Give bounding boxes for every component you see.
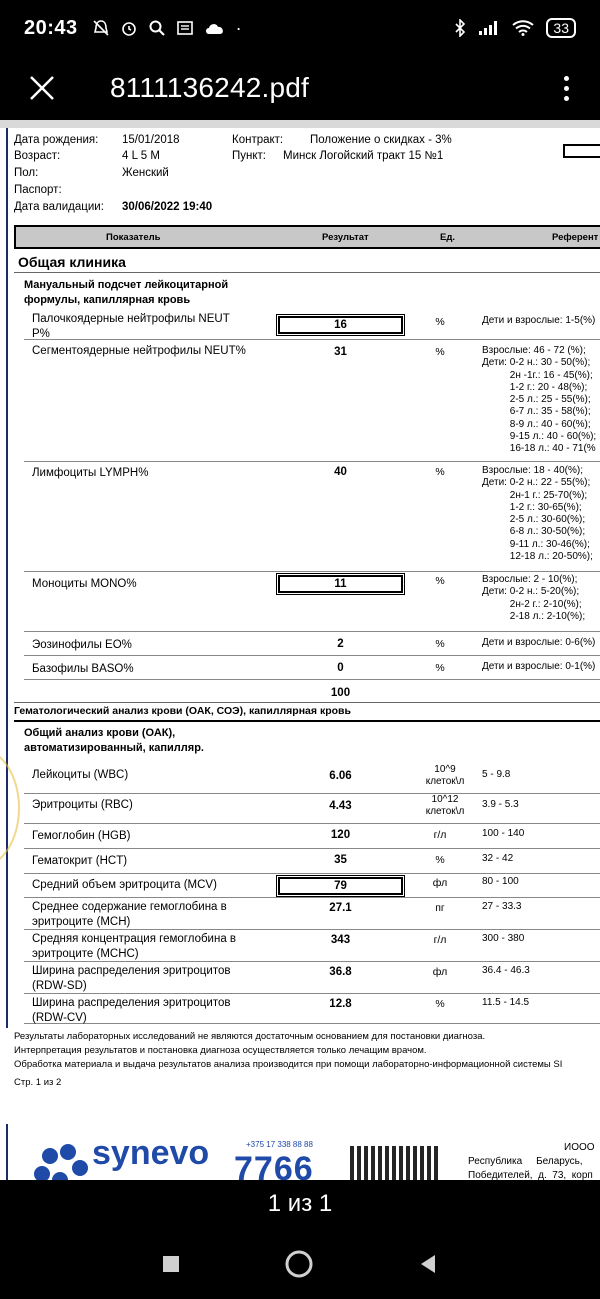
result-value: 27.1 bbox=[329, 902, 352, 914]
synevo-logo-icon bbox=[32, 1142, 90, 1180]
disclaimer-2: Интерпретация результатов и постановка диагноза осуществляется только лечащим врачом. bbox=[14, 1045, 427, 1056]
disclaimer-3: Обработка материала и выдача результатов анализа производится при помощи лабораторно-информационной системы SI bbox=[14, 1059, 563, 1070]
reference-range: Дети и взрослые: 0-1(%) bbox=[482, 661, 596, 672]
table-row bbox=[24, 824, 600, 849]
table-row bbox=[24, 874, 600, 898]
result-value: 40 bbox=[334, 466, 347, 478]
section2-title: Гематологический анализ крови (ОАК, СОЭ), капиллярная кровь bbox=[14, 705, 351, 717]
table-row bbox=[24, 764, 600, 794]
unit-value: % bbox=[435, 466, 445, 478]
reference-range: 27 - 33.3 bbox=[482, 901, 522, 912]
reference-range: 32 - 42 bbox=[482, 853, 514, 864]
indicator-name: Гематокрит (HCT) bbox=[32, 855, 128, 867]
alarm-icon bbox=[120, 19, 138, 37]
qr-code bbox=[350, 1146, 438, 1180]
page-border-line bbox=[6, 1124, 8, 1180]
table-row bbox=[24, 656, 600, 680]
result-value: 4.43 bbox=[329, 800, 352, 812]
search-icon bbox=[148, 19, 166, 37]
header-result: Результат bbox=[322, 232, 369, 243]
table-row bbox=[24, 994, 600, 1024]
unit-value: % bbox=[435, 575, 445, 587]
reference-range: 5 - 9.8 bbox=[482, 769, 511, 780]
status-time: 20:43 bbox=[24, 16, 78, 39]
disclaimer-1: Результаты лабораторных исследований не являются достаточным основанием для постановки диагноза. bbox=[14, 1031, 486, 1042]
total-value: 100 bbox=[330, 687, 351, 699]
reference-range: 3.9 - 5.3 bbox=[482, 799, 519, 810]
reference-range: 300 - 380 bbox=[482, 933, 525, 944]
total-row bbox=[24, 680, 600, 702]
divider bbox=[14, 720, 600, 722]
page-number: Стр. 1 из 2 bbox=[14, 1077, 62, 1088]
battery-indicator: 33 bbox=[546, 18, 576, 38]
wifi-icon bbox=[512, 20, 534, 36]
table-row bbox=[24, 632, 600, 656]
table-row bbox=[24, 310, 600, 340]
unit-value: фл bbox=[432, 966, 448, 978]
table-row bbox=[24, 572, 600, 632]
page-border-line bbox=[6, 128, 8, 1028]
result-value: 79 bbox=[278, 877, 403, 895]
unit-value: % bbox=[435, 316, 445, 328]
unit-value: г/л bbox=[433, 829, 447, 841]
group-title-2: Общий анализ крови (ОАК), автоматизированный, капилляр. bbox=[24, 727, 204, 754]
close-button[interactable] bbox=[10, 56, 74, 120]
unit-value: 10^12 клеток\л bbox=[425, 794, 465, 817]
table-row bbox=[24, 794, 600, 824]
system-icons bbox=[454, 18, 576, 38]
indicator-name: Палочкоядерные нейтрофилы NEUT P% bbox=[32, 313, 230, 340]
unit-value: % bbox=[435, 662, 445, 674]
phone-small: +375 17 338 88 88 bbox=[246, 1140, 313, 1149]
more-vert-icon bbox=[564, 76, 569, 81]
result-value: 31 bbox=[334, 346, 347, 358]
reference-range: Дети и взрослые: 0-6(%) bbox=[482, 637, 596, 648]
unit-value: % bbox=[435, 854, 445, 866]
reference-range: Взрослые: 18 - 40(%); Дети: 0-2 н.: 22 - 55(%); 2н-1 г.: 25-70(%); 1-2 г.: 30-65(%); 2-5 л.: 30-60(%); 6-8 л.: 30-50(%); 9-11 л.: 30-46(%); 12-18 л.: 20-50%); bbox=[482, 465, 593, 563]
table-row bbox=[24, 898, 600, 930]
header-indicator: Показатель bbox=[106, 232, 161, 243]
bluetooth-icon bbox=[454, 19, 466, 37]
indicator-name: Моноциты MONO% bbox=[32, 578, 137, 590]
indicator-name: Средняя концентрация гемоглобина в эритроците (MCHC) bbox=[32, 933, 237, 960]
status-bar bbox=[0, 0, 600, 56]
divider bbox=[14, 702, 600, 703]
header-unit: Ед. bbox=[440, 232, 456, 243]
unit-value: 10^9 клеток\л bbox=[425, 764, 465, 787]
brand-name: synevo bbox=[92, 1134, 210, 1172]
pdf-page-2 bbox=[0, 1124, 600, 1180]
point-label: Пункт: bbox=[232, 150, 266, 162]
signal-icon bbox=[478, 20, 500, 36]
mute-icon bbox=[92, 19, 110, 37]
address-line-2: Победителей, д. 73, корп bbox=[468, 1170, 593, 1180]
table-row bbox=[24, 930, 600, 962]
result-value: 16 bbox=[278, 316, 403, 334]
sex-label: Пол: bbox=[14, 167, 39, 179]
reference-range: Взрослые: 2 - 10(%); Дети: 0-2 н.: 5-20(%); 2н-2 г.: 2-10(%); 2-18 л.: 2-10(%); bbox=[482, 574, 586, 622]
age-value: 4 L 5 M bbox=[122, 150, 160, 162]
reference-range: Дети и взрослые: 1-5(%) bbox=[482, 315, 596, 326]
table-row bbox=[24, 342, 600, 462]
indicator-name: Сегментоядерные нейтрофилы NEUT% bbox=[32, 345, 246, 357]
result-value: 120 bbox=[330, 829, 351, 841]
reference-range: 80 - 100 bbox=[482, 876, 519, 887]
close-icon bbox=[29, 75, 55, 101]
pdf-page-1 bbox=[0, 128, 600, 1180]
viewer-toolbar bbox=[0, 56, 600, 120]
page-indicator: 1 из 1 bbox=[0, 1180, 600, 1228]
result-value: 343 bbox=[330, 934, 351, 946]
table-row bbox=[24, 962, 600, 994]
unit-value: % bbox=[435, 346, 445, 358]
address-line-1: Республика Беларусь, bbox=[468, 1156, 583, 1167]
dob-value: 15/01/2018 bbox=[122, 134, 180, 146]
unit-value: г/л bbox=[433, 934, 447, 946]
indicator-name: Ширина распределения эритроцитов (RDW-CV) bbox=[32, 997, 231, 1024]
reference-range: 11.5 - 14.5 bbox=[482, 997, 530, 1008]
reference-range: 36.4 - 46.3 bbox=[482, 965, 530, 976]
indicator-name: Эритроциты (RBC) bbox=[32, 799, 133, 811]
table-row bbox=[24, 849, 600, 874]
more-notifications-icon: · bbox=[235, 17, 242, 38]
recent-apps-button[interactable] bbox=[161, 1254, 181, 1274]
contract-value: Положение о скидках - 3% bbox=[310, 134, 452, 146]
age-label: Возраст: bbox=[14, 150, 61, 162]
validation-value: 30/06/2022 19:40 bbox=[122, 201, 213, 213]
result-value: 11 bbox=[278, 575, 403, 593]
back-button[interactable] bbox=[417, 1253, 439, 1275]
table-header bbox=[14, 225, 600, 249]
navigation-bar bbox=[0, 1228, 600, 1299]
section-title: Общая клиника bbox=[18, 254, 126, 270]
group-title: Мануальный подсчет лейкоцитарной формулы, капиллярная кровь bbox=[24, 279, 229, 306]
decorative-shape bbox=[0, 748, 20, 868]
unit-value: фл bbox=[432, 877, 448, 889]
result-value: 36.8 bbox=[329, 966, 352, 978]
passport-label: Паспорт: bbox=[14, 184, 62, 196]
more-options-button[interactable] bbox=[542, 56, 590, 120]
dob-label: Дата рождения: bbox=[14, 134, 99, 146]
result-value: 35 bbox=[334, 854, 347, 866]
divider bbox=[14, 272, 600, 273]
validation-label: Дата валидации: bbox=[14, 201, 104, 213]
indicator-name: Средний объем эритроцита (MCV) bbox=[32, 879, 217, 891]
indicator-name: Лимфоциты LYMPH% bbox=[32, 467, 149, 479]
result-value: 0 bbox=[337, 662, 344, 674]
indicator-name: Лейкоциты (WBC) bbox=[32, 769, 129, 781]
result-value: 6.06 bbox=[329, 770, 352, 782]
unit-value: % bbox=[435, 998, 445, 1010]
pdf-viewer[interactable] bbox=[0, 120, 600, 1180]
org-name: ИООО bbox=[564, 1142, 595, 1153]
patient-info bbox=[0, 132, 600, 224]
news-icon bbox=[176, 19, 194, 37]
cloud-icon bbox=[204, 20, 226, 36]
indicator-name: Эозинофилы EO% bbox=[32, 639, 132, 651]
indicator-name: Среднее содержание гемоглобина в эритроците (MCH) bbox=[32, 901, 227, 928]
table-row bbox=[24, 462, 600, 572]
unit-value: пг bbox=[435, 902, 445, 914]
point-value: Минск Логойский тракт 15 №1 bbox=[283, 150, 444, 162]
phone-big: 7766 bbox=[234, 1150, 314, 1180]
home-button[interactable] bbox=[284, 1249, 314, 1279]
indicator-name: Гемоглобин (HGB) bbox=[32, 830, 131, 842]
document-title: 8111136242.pdf bbox=[110, 72, 309, 103]
indicator-name: Ширина распределения эритроцитов (RDW-SD) bbox=[32, 965, 231, 992]
unit-value: % bbox=[435, 638, 445, 650]
reference-range: Взрослые: 46 - 72 (%); Дети: 0-2 н.: 30 - 50(%); 2н -1г.: 16 - 45(%); 1-2 г.: 20 - 48(%); 2-5 л.: 25 - 55(%); 6-7 л.: 35 - 58(%); 8-9 л.: 40 - 60(%); 9-15 л.: 40 - 60(%); 16-18 л.: 40 - 71(% bbox=[482, 345, 597, 455]
result-value: 12.8 bbox=[329, 998, 352, 1010]
notification-icons bbox=[92, 18, 242, 39]
sex-value: Женский bbox=[122, 167, 169, 179]
barcode-box bbox=[563, 144, 600, 158]
contract-label: Контракт: bbox=[232, 134, 284, 146]
reference-range: 100 - 140 bbox=[482, 828, 525, 839]
indicator-name: Базофилы BASO% bbox=[32, 663, 134, 675]
result-value: 2 bbox=[337, 638, 344, 650]
header-reference: Референт bbox=[552, 232, 599, 243]
